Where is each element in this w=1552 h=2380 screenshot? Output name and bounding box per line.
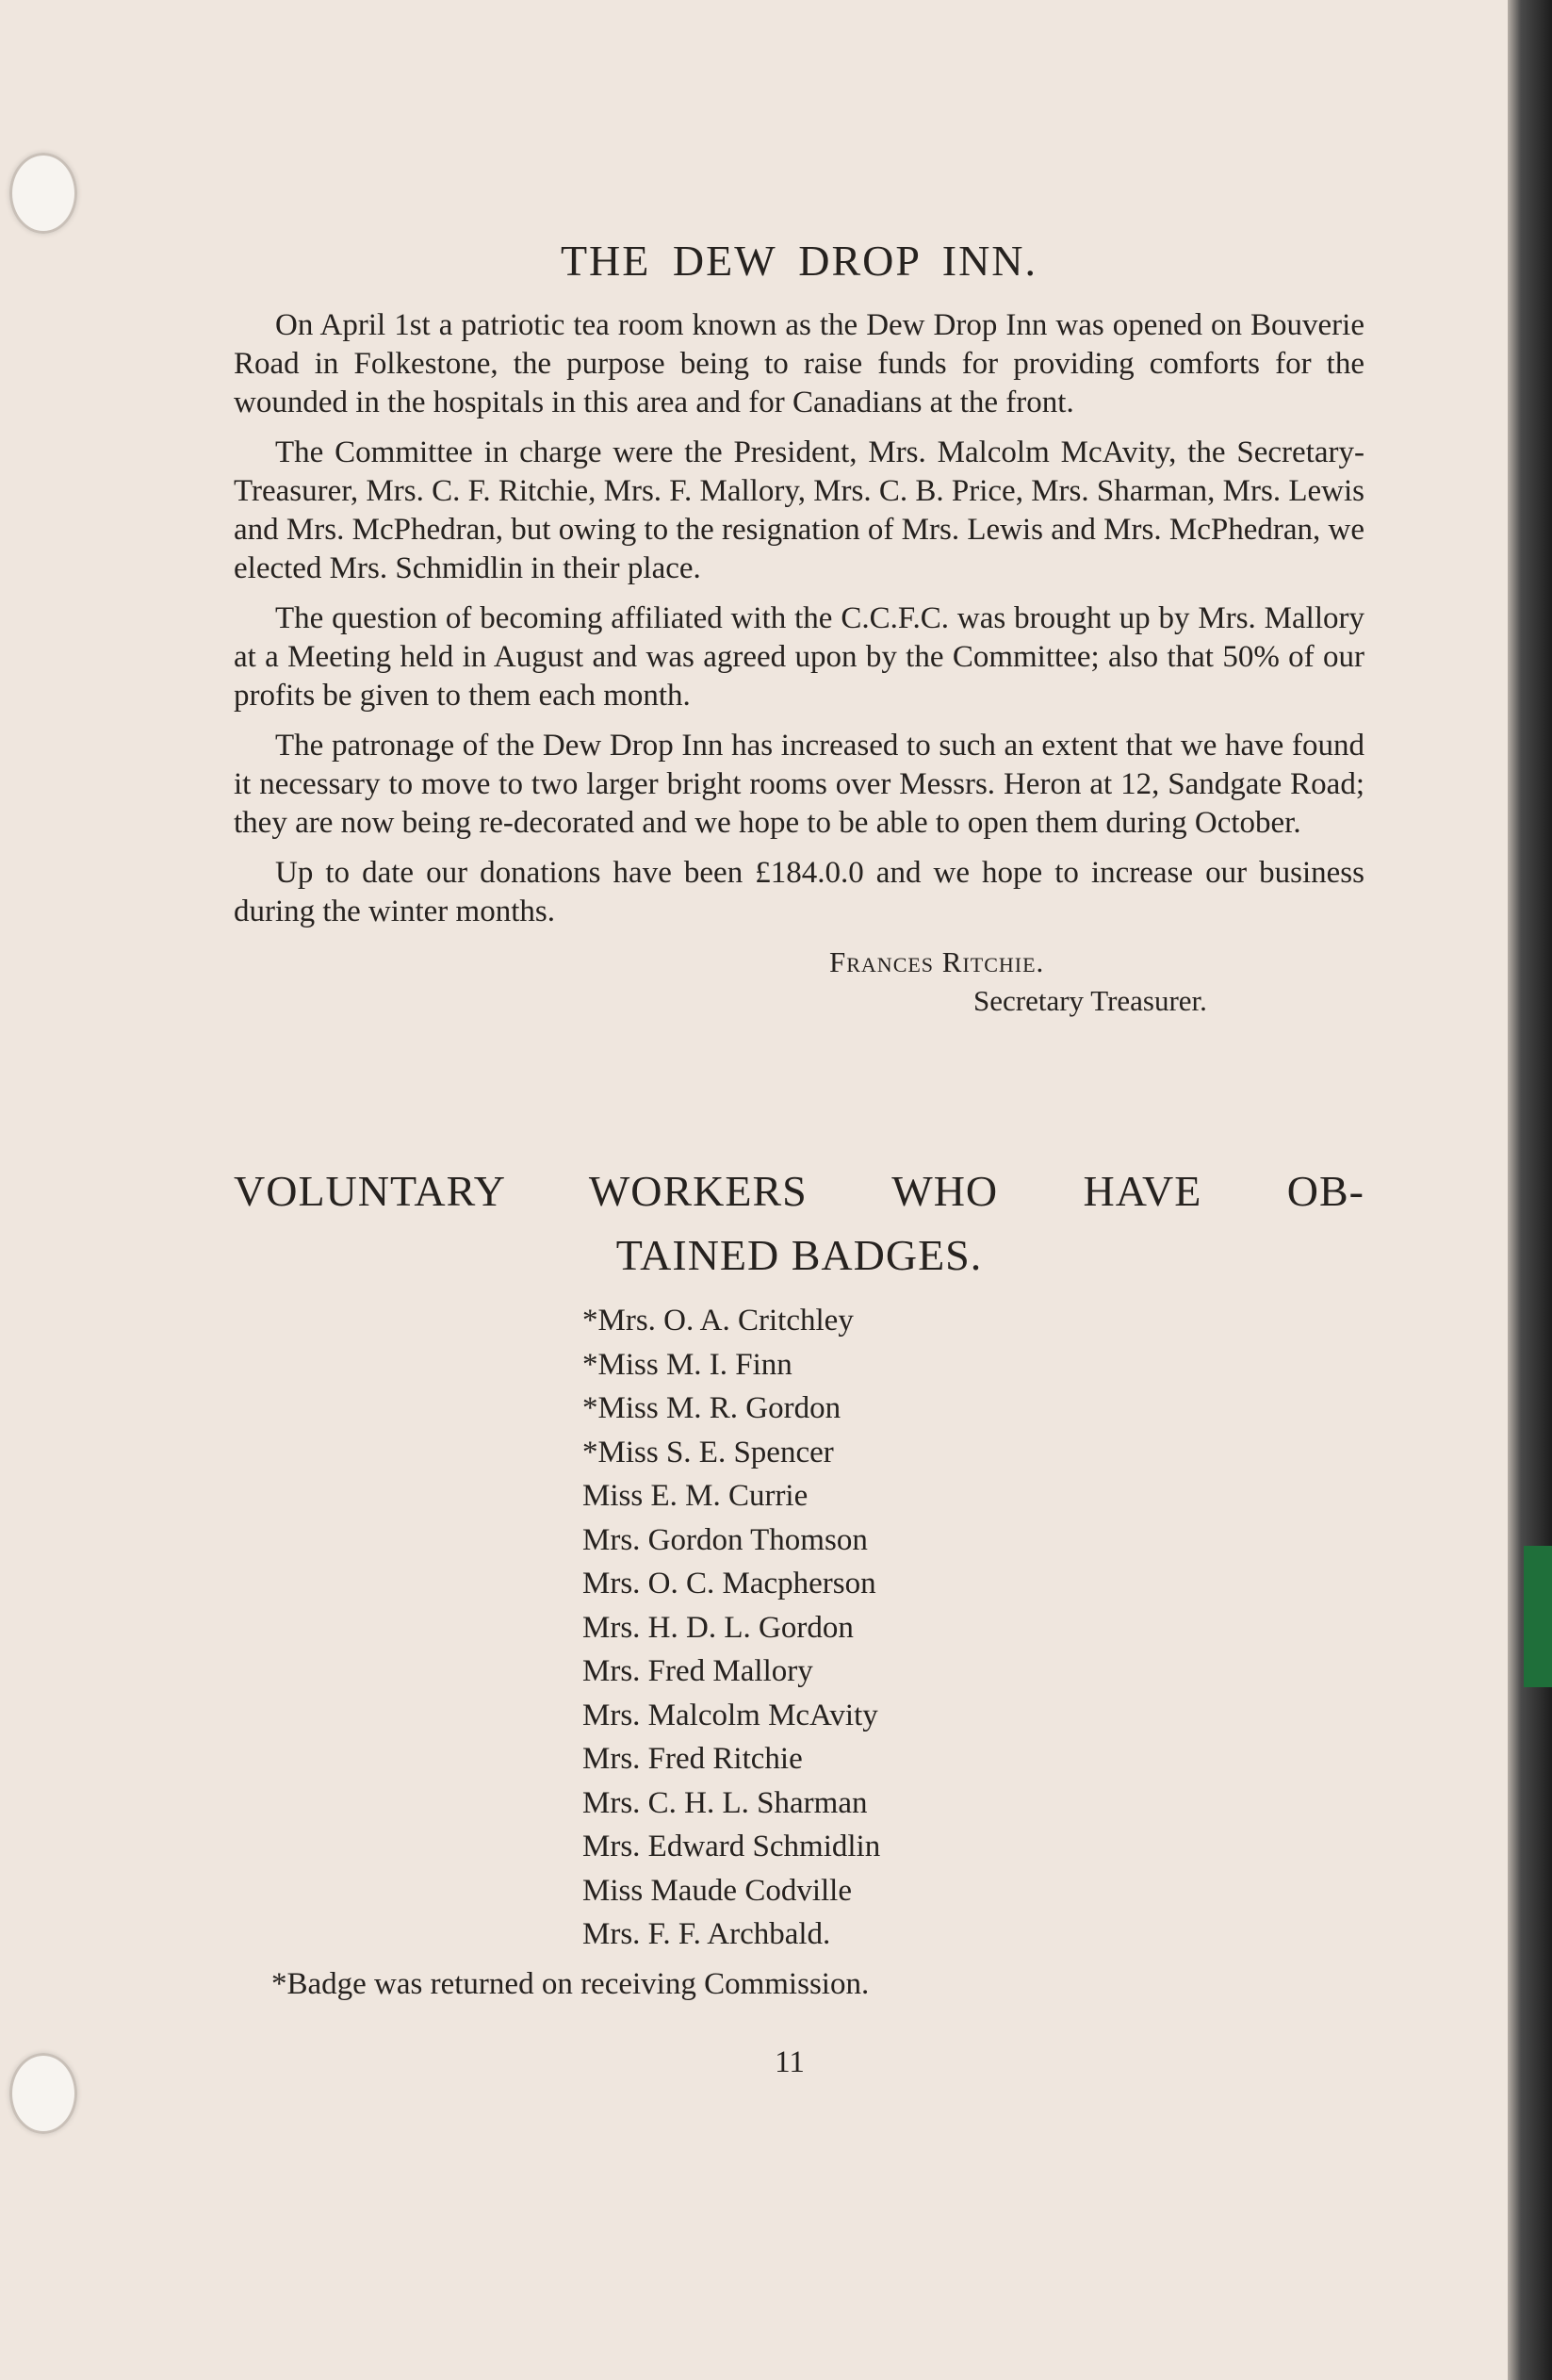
list-item: Mrs. H. D. L. Gordon [582,1610,854,1645]
dew-drop-inn-paragraph: The patronage of the Dew Drop Inn has increased to such an extent that we have found it necessary to move to two larger bright rooms over Messrs. Heron at 12, Sandgate Road; they are now being re-decorated and we hope to be able to open them during October. [234,729,1364,840]
list-item: *Miss S. E. Spencer [582,1435,834,1469]
page-content [234,236,1364,2080]
list-item: Mrs. Edward Schmidlin [582,1830,881,1863]
list-item: Mrs. O. C. Macpherson [582,1567,876,1600]
badge-footnote: *Badge was returned on receiving Commission. [271,1966,870,2001]
dew-drop-inn-paragraph: The question of becoming affiliated with the C.C.F.C. was brought up by Mrs. Mallory at a Meeting held in August and was agreed upon by the Committee; also that 50% of our profits be given to them each month. [234,601,1364,713]
signature-name: Frances Ritchie. [829,945,1045,978]
list-item: Mrs. Malcolm McAvity [582,1698,878,1732]
signature-role: Secretary Treasurer. [973,984,1207,1017]
page-number: 11 [775,2044,805,2079]
list-item: Mrs. Fred Mallory [582,1654,813,1688]
list-item: *Miss M. R. Gordon [582,1391,841,1425]
list-item: Mrs. F. F. Archbald. [582,1917,831,1951]
list-item: *Mrs. O. A. Critchley [582,1304,854,1338]
dew-drop-inn-title: THE DEW DROP INN. [560,237,1038,285]
list-item: Miss E. M. Currie [582,1479,809,1513]
list-item: Mrs. Gordon Thomson [582,1522,868,1557]
dew-drop-inn-paragraph: The Committee in charge were the President, Mrs. Malcolm McAvity, the Secretary-Treasurer, Mrs. C. F. Ritchie, Mrs. F. Mallory, Mrs. C. B. Price, Mrs. Sharman, Mrs. Lewis and Mrs. McPhedran, but owing to the resignation of Mrs. Lewis and Mrs. McPhedran, we elected Mrs. Schmidlin in their place. [234,435,1364,585]
signature-block [234,943,1364,1020]
punch-hole-top [9,153,77,234]
dew-drop-inn-paragraph: Up to date our donations have been £184.0.0 and we hope to increase our business during the winter months. [234,856,1364,928]
page-edge-shadow [1508,0,1552,2380]
dew-drop-inn-paragraph: On April 1st a patriotic tea room known as the Dew Drop Inn was opened on Bouverie Road in Folkestone, the purpose being to raise funds for providing comforts for the wounded in the hospitals in this area and for Canadians at the front. [234,308,1364,419]
voluntary-workers-title-continued: TAINED BADGES. [615,1231,983,1279]
list-item: Miss Maude Codville [582,1873,852,1908]
punch-hole-bottom [9,2053,77,2134]
list-item: *Miss M. I. Finn [582,1347,792,1382]
list-item: Mrs. C. H. L. Sharman [582,1785,868,1820]
voluntary-workers-title: VOLUNTARY WORKERS WHO HAVE OB- [234,1167,1364,1215]
green-tab [1524,1546,1552,1687]
workers-list [234,1299,1364,1957]
list-item: Mrs. Fred Ritchie [582,1742,803,1776]
